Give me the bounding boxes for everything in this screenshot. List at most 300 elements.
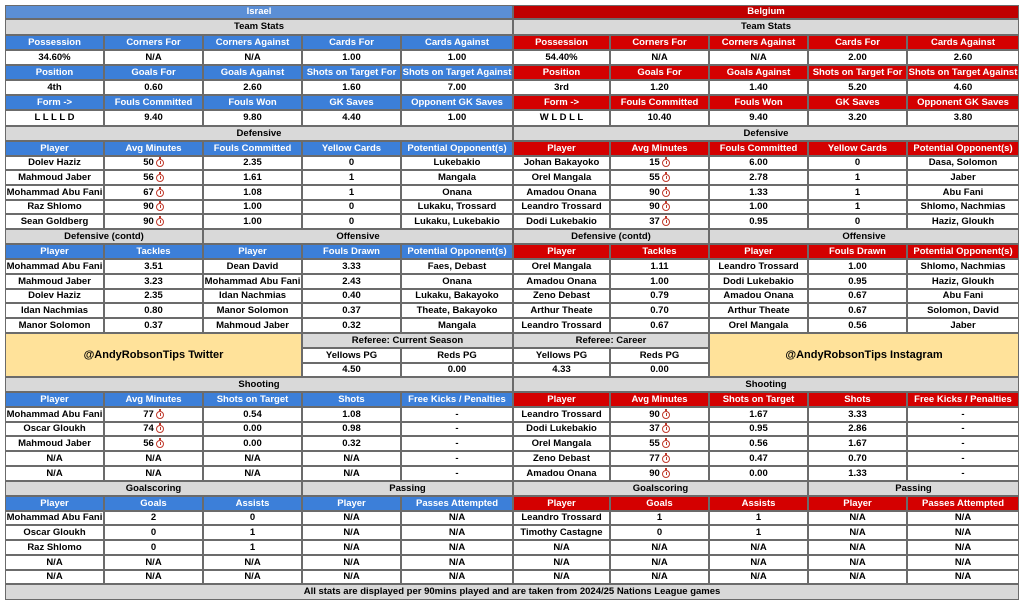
belgium-tackle-cell-text: 1.11 [650,260,669,272]
israel-def-cell [302,170,401,185]
stopwatch-icon [156,218,164,226]
israel-team-value-text: 9.40 [144,112,163,124]
belgium-off-cell-text: Orel Mangala [728,319,789,331]
israel-team-header [203,35,302,50]
belgium-off-cell-text: 1.00 [848,260,867,272]
belgium-shoot-cell-text: Amadou Onana [526,467,597,479]
belgium-off-cell [709,289,808,303]
belgium-off-cell [709,303,808,318]
belgium-team-header [610,35,709,50]
belgium-def-cell-text: 15 [649,157,660,169]
israel-def-cell [203,170,302,185]
belgium-shoot-cell [610,451,709,466]
israel-off-cell-text: Dean David [226,260,279,272]
belgium-off-cell-text: Solomon, David [927,304,999,316]
israel-goal-cell [5,511,104,525]
belgium-shoot-cell-text: - [961,452,965,464]
belgium-def-header [907,141,1019,156]
belgium-shoot-cell [808,422,907,436]
israel-shoot-cell [104,466,203,481]
belgium-def-cell-text: Dodi Lukebakio [526,215,597,227]
israel-team-value-text: 1.00 [342,51,361,63]
belgium-off-cell [808,318,907,333]
israel-team-header [5,95,104,110]
belgium-team-value-text: 54.40% [545,51,578,63]
israel-tackle-cell [5,259,104,274]
belgium-shoot-header [513,392,610,407]
israel-pass-cell-text: N/A [343,541,360,553]
israel-shoot-cell [302,407,401,422]
belgium-goal-cell [610,511,709,525]
israel-goal-cell [104,570,203,584]
israel-off-cell [401,318,513,333]
israel-shoot-cell [5,422,104,436]
belgium-def-header [808,141,907,156]
belgium-def-cell [610,200,709,214]
israel-shoot-cell [401,422,513,436]
israel-tackle-cell-text: 3.23 [144,275,163,287]
referee-career-yellows-label [513,348,610,363]
israel-def-cell [104,156,203,170]
israel-off-cell-text: 0.37 [342,304,361,316]
referee-career-label-text: Referee: Career [575,334,647,346]
belgium-shoot-cell-text: Zeno Debast [532,452,590,464]
israel-goal-header [104,496,203,511]
belgium-team-value-text: 3.20 [848,112,867,124]
belgium-shoot-cell-text: 77 [649,452,660,464]
israel-team-header-text: Goals Against [220,66,285,78]
belgium-def-cell [907,156,1019,170]
belgium-pass-header [907,496,1019,511]
israel-shoot-header-text: Avg Minutes [125,393,182,405]
israel-shoot-cell [5,407,104,422]
israel-off-cell-text: Faes, Debast [427,260,487,272]
israel-passing-label [302,481,513,496]
belgium-def-header-text: Player [547,142,576,154]
belgium-goal-cell [610,540,709,555]
belgium-team-header-text: Corners Against [721,36,796,48]
belgium-goal-cell [709,555,808,570]
israel-team-value-text: 1.60 [342,81,361,93]
belgium-tackle-cell [610,318,709,333]
israel-shoot-cell [203,422,302,436]
israel-team-value-text: 1.00 [447,112,467,124]
belgium-tackle-cell-text: Zeno Debast [532,290,590,302]
belgium-shoot-header-text: Shots [844,393,871,405]
israel-def-cell [401,170,513,185]
belgium-pass-cell-text: N/A [954,512,972,524]
israel-team-header-text: Shots on Target Against [402,66,512,78]
belgium-team-header-text: Goals For [637,66,682,78]
israel-pass-header [401,496,513,511]
israel-shoot-cell [104,422,203,436]
israel-goal-cell-text: Oscar Gloukh [23,526,86,538]
israel-team-header [302,35,401,50]
israel-off-header-text: Fouls Drawn [322,245,380,257]
belgium-tackle-cell-text: 0.79 [650,290,669,302]
israel-shoot-cell-text: 0.00 [243,437,262,449]
belgium-team-value-text: 9.40 [749,112,768,124]
belgium-def-cell [610,170,709,185]
belgium-team-value-text: 2.00 [848,51,867,63]
belgium-shoot-cell [709,466,808,481]
israel-team-header [5,65,104,80]
instagram-promo[interactable] [709,333,1019,377]
israel-off-header-text: Player [238,245,267,257]
twitter-promo[interactable] [5,333,302,377]
israel-goal-header-text: Goals [140,497,167,509]
referee-current-reds-text: 0.00 [447,364,467,376]
belgium-goalscoring-label-text: Goalscoring [632,482,689,494]
israel-def-cell [5,200,104,214]
israel-pass-cell [302,525,401,540]
israel-tackle-cell [104,289,203,303]
belgium-team-value [709,110,808,126]
israel-shoot-cell [203,451,302,466]
israel-pass-cell-text: N/A [448,526,466,538]
israel-team-value [203,50,302,65]
israel-def-cell-text: Lukebakio [433,157,481,169]
israel-goal-cell-text: N/A [145,571,162,583]
israel-off-cell [302,318,401,333]
israel-off-cell [401,274,513,289]
israel-off-cell-text: 0.40 [342,290,361,302]
belgium-goal-cell [610,570,709,584]
belgium-team-value [709,80,808,95]
belgium-off-header-text: Potential Opponent(s) [913,245,1013,257]
stopwatch-icon [662,455,670,463]
belgium-goal-cell [513,525,610,540]
israel-def-cell [5,214,104,229]
israel-shoot-cell [401,436,513,451]
israel-shoot-cell-text: 74 [143,423,154,435]
israel-def-header-text: Potential Opponent(s) [407,142,507,154]
belgium-shoot-cell [610,466,709,481]
belgium-goal-cell-text: N/A [750,541,767,553]
belgium-tackle-header-text: Tackles [642,245,677,257]
belgium-def-cell-text: 6.00 [749,157,768,169]
israel-tackle-cell-text: Mahmoud Jaber [18,275,91,287]
belgium-off-header-text: Fouls Drawn [828,245,886,257]
israel-shoot-cell-text: N/A [244,452,261,464]
referee-career-reds [610,363,709,377]
belgium-shoot-cell-text: Leandro Trossard [521,408,602,420]
belgium-def-cell [808,170,907,185]
israel-off-cell [401,259,513,274]
belgium-shoot-cell [610,407,709,422]
israel-shoot-header [104,392,203,407]
belgium-off-cell [907,303,1019,318]
belgium-off-header [709,244,808,259]
referee-career-reds-label [610,348,709,363]
israel-pass-cell [401,555,513,570]
israel-team-value [203,80,302,95]
belgium-team-header-text: Shots on Target For [812,66,903,78]
israel-off-cell-text: Manor Solomon [216,304,289,316]
belgium-tackle-cell [513,303,610,318]
referee-career-yellows-text: 4.33 [552,364,571,376]
israel-team-stats-label [5,19,513,35]
belgium-shoot-cell [907,436,1019,451]
belgium-def-cell [513,170,610,185]
israel-goal-cell-text: 0 [150,526,157,538]
israel-team-header [104,35,203,50]
israel-shoot-header [5,392,104,407]
belgium-pass-header-text: Player [843,497,872,509]
israel-shoot-cell [203,466,302,481]
belgium-team-value [610,80,709,95]
belgium-shoot-cell-text: - [961,467,965,479]
israel-team-header-text: Shots on Target For [306,66,397,78]
belgium-def-cell [808,214,907,229]
referee-career-reds-label-text: Reds PG [639,349,680,361]
belgium-goal-cell-text: N/A [750,556,767,568]
israel-shoot-cell [401,407,513,422]
belgium-shoot-cell [808,436,907,451]
belgium-def-cell-text: Amadou Onana [526,186,597,198]
belgium-off-cell-text: Jaber [950,319,976,331]
belgium-def-cell [907,214,1019,229]
israel-shoot-header-text: Shots on Target [216,393,289,405]
belgium-pass-cell-text: N/A [954,571,972,583]
israel-def-header-text: Yellow Cards [321,142,382,154]
belgium-shoot-cell [513,422,610,436]
israel-goal-cell-text: N/A [46,556,63,568]
israel-def-header [302,141,401,156]
belgium-goal-cell-text: Leandro Trossard [521,512,602,524]
israel-pass-cell-text: N/A [343,526,360,538]
belgium-goal-cell [709,540,808,555]
israel-team-value-text: 0.60 [144,81,163,93]
israel-title-text: Israel [246,6,272,18]
belgium-team-value [808,110,907,126]
israel-goal-cell [203,511,302,525]
belgium-tackle-cell-text: Orel Mangala [531,260,592,272]
israel-off-cell [302,303,401,318]
belgium-shoot-cell-text: 1.67 [749,408,768,420]
referee-yellows-label [302,348,401,363]
belgium-shoot-cell-text: 0.95 [749,423,768,435]
belgium-team-header [907,35,1019,50]
belgium-off-cell [907,259,1019,274]
belgium-def-cell-text: Dasa, Solomon [928,157,998,169]
belgium-goal-header [513,496,610,511]
israel-team-value-text: 2.60 [243,81,262,93]
israel-shoot-cell-text: - [455,452,459,464]
israel-shoot-cell [401,466,513,481]
belgium-team-header-text: Possession [535,36,588,48]
belgium-off-cell-text: Leandro Trossard [718,260,799,272]
israel-def-cell-text: 0 [348,201,355,213]
israel-shoot-cell [302,466,401,481]
belgium-off-cell-text: 0.95 [848,275,867,287]
belgium-goalscoring-label [513,481,808,496]
israel-goal-header [5,496,104,511]
belgium-tackle-cell [513,318,610,333]
israel-def-cell [302,214,401,229]
israel-goal-header-text: Player [40,497,69,509]
israel-off-cell-text: Mohammad Abu Fani [204,275,301,287]
israel-goal-cell [203,525,302,540]
israel-shoot-cell [104,451,203,466]
belgium-team-header [709,65,808,80]
israel-shoot-header [203,392,302,407]
israel-pass-cell [401,570,513,584]
israel-team-header [302,95,401,110]
israel-goal-cell-text: N/A [244,571,261,583]
israel-def-cell-text: Mahmoud Jaber [18,171,91,183]
israel-def-cell [203,214,302,229]
israel-shoot-cell [401,451,513,466]
israel-def-cell-text: Sean Goldberg [20,215,89,227]
israel-team-header [203,95,302,110]
stopwatch-icon [156,189,164,197]
belgium-off-cell [808,274,907,289]
belgium-def-cell [610,214,709,229]
israel-shoot-cell [5,451,104,466]
israel-team-value [104,80,203,95]
israel-def-cell-text: 1 [348,186,355,198]
stopwatch-icon [662,159,670,167]
belgium-shoot-cell [907,466,1019,481]
israel-shoot-cell-text: - [455,467,459,479]
belgium-goal-cell-text: N/A [750,571,767,583]
stopwatch-icon [156,174,164,182]
belgium-pass-cell [808,540,907,555]
israel-off-cell [302,289,401,303]
referee-reds-label [401,348,513,363]
belgium-shoot-header-text: Avg Minutes [631,393,688,405]
israel-shoot-cell-text: - [455,408,459,420]
belgium-team-header-text: Position [542,66,581,78]
israel-pass-cell [401,511,513,525]
israel-tackle-header-text: Tackles [136,245,171,257]
belgium-team-value [907,50,1019,65]
belgium-shoot-cell-text: 1.67 [848,437,867,449]
belgium-team-header [513,35,610,50]
israel-goal-cell-text: N/A [145,556,162,568]
israel-shoot-cell-text: N/A [46,452,63,464]
belgium-shoot-cell-text: 37 [649,423,660,435]
belgium-off-cell [709,259,808,274]
belgium-pass-header-text: Passes Attempted [921,497,1004,509]
belgium-def-cell [907,200,1019,214]
belgium-def-cell [709,185,808,200]
belgium-pass-cell-text: N/A [954,541,972,553]
israel-def-header-text: Avg Minutes [125,142,182,154]
israel-goal-cell-text: N/A [46,571,63,583]
israel-shoot-cell-text: 0.98 [342,423,361,435]
belgium-team-header [610,65,709,80]
israel-tackle-cell-text: Manor Solomon [18,319,91,331]
israel-off-cell [203,318,302,333]
israel-def-cell [203,185,302,200]
israel-off-cell-text: Mangala [437,319,476,331]
israel-shoot-cell-text: 0.32 [342,437,361,449]
belgium-shoot-cell-text: 90 [649,467,660,479]
israel-shoot-cell-text: N/A [343,452,360,464]
israel-off-cell [401,289,513,303]
israel-goal-cell-text: 0 [249,512,256,524]
belgium-def-cell-text: 1 [854,201,861,213]
israel-pass-cell-text: N/A [343,512,360,524]
belgium-shoot-cell [513,436,610,451]
belgium-shoot-cell-text: - [961,408,965,420]
belgium-team-header [808,95,907,110]
israel-def-contd-label [5,229,203,244]
israel-pass-cell-text: N/A [448,571,466,583]
israel-def-header [203,141,302,156]
belgium-team-value [808,80,907,95]
belgium-def-cell [907,185,1019,200]
israel-pass-cell-text: N/A [448,512,466,524]
stopwatch-icon [662,425,670,433]
israel-shoot-cell [302,451,401,466]
belgium-team-header [907,95,1019,110]
belgium-team-header-text: Cards For [835,36,880,48]
belgium-off-cell-text: 0.67 [848,304,867,316]
belgium-team-header [907,65,1019,80]
israel-def-header-text: Player [40,142,69,154]
belgium-team-value [513,50,610,65]
belgium-shoot-cell [808,466,907,481]
belgium-off-cell [709,318,808,333]
belgium-def-cell [513,185,610,200]
israel-pass-header-text: Player [337,497,366,509]
israel-team-value-text: 4.40 [342,112,361,124]
belgium-team-value [907,110,1019,126]
israel-pass-cell-text: N/A [343,571,360,583]
belgium-def-cell-text: Johan Bakayoko [523,157,600,169]
stopwatch-icon [156,440,164,448]
israel-def-cell-text: 90 [143,215,154,227]
belgium-def-cell [808,156,907,170]
belgium-tackle-header-text: Player [547,245,576,257]
belgium-goal-cell [513,570,610,584]
belgium-off-header [808,244,907,259]
belgium-pass-cell-text: N/A [954,526,972,538]
israel-tackle-cell-text: 2.35 [144,290,163,302]
israel-def-cell-text: 0 [348,215,355,227]
israel-goal-cell [104,525,203,540]
israel-def-header-text: Fouls Committed [213,142,292,154]
israel-def-cell [5,185,104,200]
belgium-shoot-cell-text: Dodi Lukebakio [526,423,597,435]
referee-career-reds-text: 0.00 [650,364,669,376]
belgium-pass-cell [808,570,907,584]
belgium-team-value-text: 1.20 [650,81,669,93]
belgium-team-value-text: 3rd [554,81,569,93]
israel-tackle-cell-text: Dolev Haziz [28,290,81,302]
israel-def-cell [5,170,104,185]
referee-current-yellows [302,363,401,377]
belgium-pass-cell-text: N/A [849,571,866,583]
israel-team-header-text: Position [35,66,74,78]
belgium-def-cell [709,156,808,170]
belgium-shoot-cell [610,422,709,436]
belgium-team-header-text: Form -> [543,96,580,108]
belgium-def-cell [808,200,907,214]
belgium-def-cell [513,214,610,229]
belgium-off-cell-text: Haziz, Gloukh [931,275,995,287]
belgium-def-contd-label [513,229,709,244]
israel-def-cell-text: Lukaku, Lukebakio [414,215,500,227]
israel-def-cell-text: Onana [442,186,472,198]
belgium-team-value [709,50,808,65]
israel-team-value [302,80,401,95]
belgium-team-header-text: Opponent GK Saves [917,96,1009,108]
israel-def-cell [104,214,203,229]
